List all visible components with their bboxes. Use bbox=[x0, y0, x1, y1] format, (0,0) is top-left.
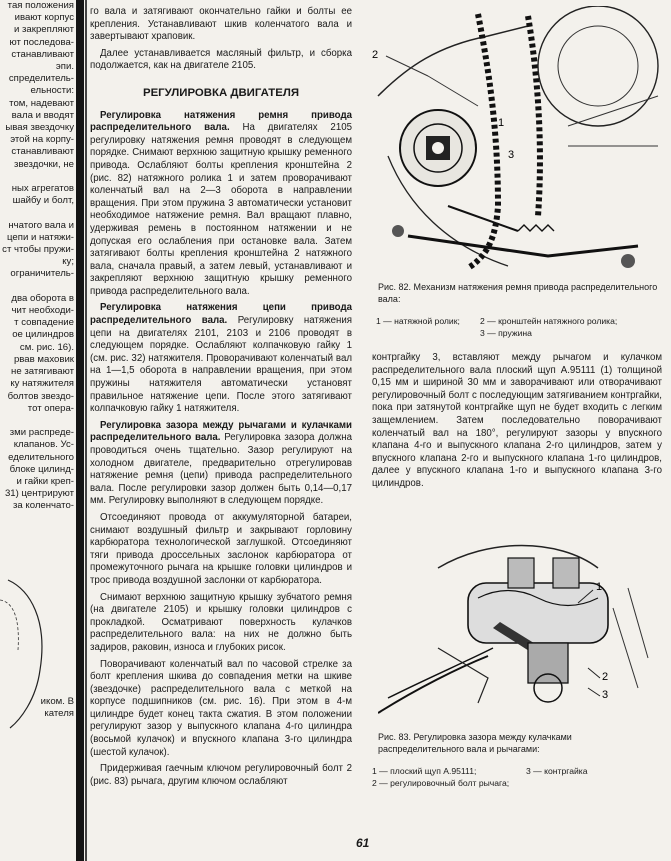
previous-page-line: ое цилиндров bbox=[12, 329, 74, 341]
previous-page-line bbox=[0, 525, 74, 537]
fig83-legend-item: 3 — контргайка bbox=[526, 766, 588, 776]
previous-page-line: ывая звездочку bbox=[5, 122, 74, 134]
previous-page-line: ют последова- bbox=[9, 36, 74, 48]
previous-page-line: тая положения bbox=[7, 0, 74, 11]
previous-page-line bbox=[0, 537, 74, 549]
previous-page-line: станавливают bbox=[11, 146, 74, 158]
col2-paragraph: контргайку 3, вставляют между рычагом и кулачком распределительного вала плоский щуп А.95111 (1) толщиной 0,15 мм и шириной 30 мм и заворачивают или отворачивают регулировочный болт с последующим затягиванием контргайки, пока при затянутой контргайке щуп не будет входить с легким защемлением. Затем последовательно поворачивают коленчатый вал на 180°, регулируют зазоры у впускного клапана 4-го и выпускного клапана 2-го цилиндров, затем у впускного клапана 2-го и выпускного клапана 1-го цилиндров, далее у впускного клапана 1-го и выпускного клапана 3-го цилиндров. bbox=[372, 352, 662, 489]
chain-subheading: Регулировка натяжения цепи привода распределительного вала. bbox=[90, 302, 352, 327]
gutter-edge-line bbox=[85, 0, 87, 861]
previous-page-line: см. рис. 16). bbox=[19, 341, 74, 353]
previous-page-line bbox=[0, 171, 74, 183]
previous-page-line: ельности: bbox=[30, 85, 74, 97]
previous-page-line: 31) центрируют bbox=[4, 488, 74, 500]
fig83-label: 2 bbox=[602, 671, 609, 683]
fig83-legend-item: 1 — плоский щуп А.95111; bbox=[372, 766, 477, 776]
previous-page-line: за коленчато- bbox=[12, 500, 74, 512]
fig83-label: 3 bbox=[602, 689, 609, 701]
book-gutter bbox=[76, 0, 84, 861]
intro-paragraph-2: Далее устанавливается масляный фильтр, и сборка подолжается, как на двигателе 2105. bbox=[90, 47, 352, 72]
previous-page-line: вала и вводят bbox=[11, 109, 74, 121]
previous-page-line: ку натяжителя bbox=[10, 378, 74, 390]
page-number: 61 bbox=[356, 836, 370, 850]
previous-page-line: цепи и натяжи- bbox=[7, 231, 74, 243]
previous-page-text-strip bbox=[0, 0, 74, 861]
figure-83-caption: Рис. 83. Регулировка зазора между кулачками распределительного вала и рычагами: bbox=[378, 732, 572, 754]
previous-page-line bbox=[0, 513, 74, 525]
previous-page-line: ивают корпус bbox=[14, 12, 74, 24]
clearance-body: Регулировка зазора должна проводиться очень тщательно. Зазор регулируют на холодном двигателе, предварительно отрегулировав натяжение ремня (цепи) привода распределительного вала. После регулировки зазор должен быть 0,14—0,17 мм. Регулировку выполняют в следующем порядке. bbox=[90, 432, 352, 507]
previous-page-line: ных агрегатов bbox=[11, 183, 74, 195]
text-column-2 bbox=[372, 352, 662, 495]
clearance-subheading: Регулировка зазора между рычагами и кулачками распределительного вала. bbox=[90, 419, 352, 444]
previous-page-line: ку; bbox=[62, 256, 74, 268]
fig82-label: 3 bbox=[508, 149, 515, 161]
fig82-legend-item: 1 — натяжной ролик; bbox=[376, 316, 460, 326]
belt-body: На двигателях 2105 регулировку натяжения ремня проводят в следующем порядке. Снимают верхнюю защитную крышку ременного привода. Ослабляют болты крепления кронштейна 2 (рис. 82) натяжного ролика 1 и затем проворачивают коленчатый вал на 2—3 оборота в направлении вращения. При этом пружина 3 автоматически установит необходимое натяжение ремня. Вал вращают плавно, удерживая ремень в постоянном натяжении и не допуская его ослабления при остановке вала. Затем затягивают болты крепления кронштейна 2 натяжного вала, сначала правый, а затем левый, устанавливают и закрепляют верхнюю защитную крышку ременного привода распределительного вала. bbox=[90, 122, 352, 297]
previous-page-line: блоке цилинд- bbox=[9, 463, 74, 475]
figure-82-belt-tensioner-drawing bbox=[368, 6, 664, 274]
belt-subheading: Регулировка натяжения ремня привода распределительного вала. bbox=[90, 109, 352, 134]
section-heading: РЕГУЛИРОВКА ДВИГАТЕЛЯ bbox=[142, 86, 300, 99]
previous-page-line: не затягивают bbox=[11, 366, 74, 378]
previous-page-line: и гайки креп- bbox=[16, 475, 74, 487]
previous-page-figure-fragment bbox=[0, 560, 60, 730]
fig82-legend-item: 2 — кронштейн натяжного ролика; bbox=[480, 316, 618, 326]
previous-page-line: шайбу и болт, bbox=[12, 195, 74, 207]
previous-page-line: том, надевают bbox=[9, 97, 74, 109]
previous-page-line: рвав маховик bbox=[13, 353, 74, 365]
previous-page-line: т совпадение bbox=[14, 317, 74, 329]
body-paragraph: Снимают верхнюю защитную крышку зубчатого ремня (на двигателе 2105) и крышку головки цилиндров с прокладкой. Осматривают поверхность кулачков распределительного вала: на них не должно быть задиров, раковин, износа и глубоких рисок. bbox=[90, 591, 352, 653]
previous-page-line: этой на корпу- bbox=[10, 134, 74, 146]
fig83-label: 1 bbox=[596, 581, 603, 593]
clearance-paragraph bbox=[90, 420, 352, 508]
body-paragraph: Поворачивают коленчатый вал по часовой стрелке за болт крепления шкива до совпадения метки на шкиве (звездочке) распределительного вала с меткой на корпусе подшипников (см. рис. 16). При этом в 4-м цилиндре будет конец такта сжатия. В этом положении регулируют зазор у выпускного клапана 4-го цилиндра (восьмой кулачок) и впускного клапана 3-го цилиндра (шестой кулачок). bbox=[90, 658, 352, 758]
previous-page-line: чит необходи- bbox=[11, 305, 74, 317]
previous-page-line: спределитель- bbox=[8, 73, 74, 85]
previous-page-line: и закрепляют bbox=[14, 24, 74, 36]
figure-82-caption: Рис. 82. Механизм натяжения ремня привода распределительного вала: bbox=[378, 282, 658, 304]
previous-page-line: болтов звездо- bbox=[7, 390, 74, 402]
text-column-1 bbox=[90, 6, 352, 792]
body-paragraph: Придерживая гаечным ключом регулировочный болт 2 (рис. 83) рычага, другим ключом ослабляют bbox=[90, 763, 352, 787]
previous-page-line bbox=[0, 281, 74, 293]
fig82-label: 1 bbox=[498, 117, 505, 129]
previous-page-line bbox=[0, 415, 74, 427]
chain-body: Регулировку натяжения цепи на двигателях 2101, 2103 и 2106 проводят в следующем порядке. Ослабляют колпачковую гайку 1 (см. рис. 32) натяжителя. Проворачивают коленчатый вал на 1—1,5 оборота в направлении вращения, при этом пружины натяжителя автоматически установят правильное натяжение цепи. После этого затягивают колпачковую гайку 1 натяжителя. bbox=[90, 315, 352, 415]
fig82-legend-item: 3 — пружина bbox=[480, 328, 532, 338]
previous-page-line bbox=[0, 207, 74, 219]
chain-paragraph bbox=[90, 302, 352, 415]
previous-page-line: два оборота в bbox=[11, 292, 74, 304]
previous-page-line: иком. В bbox=[40, 695, 74, 707]
previous-page-line: станавливают bbox=[11, 48, 74, 60]
previous-page-line: нчатого вала и bbox=[8, 219, 74, 231]
previous-page-line: еделительного bbox=[8, 451, 74, 463]
figure-83-valve-clearance-drawing bbox=[378, 528, 660, 718]
previous-page-line: звездочки, не bbox=[14, 158, 74, 170]
previous-page-line: ст чтобы пружи- bbox=[2, 244, 74, 256]
previous-page-line: эпи. bbox=[55, 61, 74, 73]
fig83-legend-item: 2 — регулировочный болт рычага; bbox=[372, 778, 510, 788]
fig82-label: 2 bbox=[372, 49, 379, 61]
previous-page-line: ограничитель- bbox=[10, 268, 74, 280]
body-paragraph: Отсоединяют провода от аккумуляторной батареи, снимают воздушный фильтр и закрывают горловину карбюратора технологической заглушкой. Отсоединяют тяги привода дроссельных заслонок карбюратора от промежуточного рычага на крышке головки цилиндров и трос привода воздушной заслонки от карбюратора. bbox=[90, 511, 352, 586]
previous-page-line: клапанов. Ус- bbox=[13, 439, 74, 451]
previous-page-line: тот опера- bbox=[27, 402, 74, 414]
previous-page-line: кателя bbox=[44, 707, 74, 719]
belt-paragraph bbox=[90, 110, 352, 299]
intro-paragraph-1: го вала и затягивают окончательно гайки и болты ее крепления. Устанавливают шкив коленчатого вала и завертывают храповик. bbox=[90, 6, 352, 43]
previous-page-line: зми распреде- bbox=[9, 427, 74, 439]
